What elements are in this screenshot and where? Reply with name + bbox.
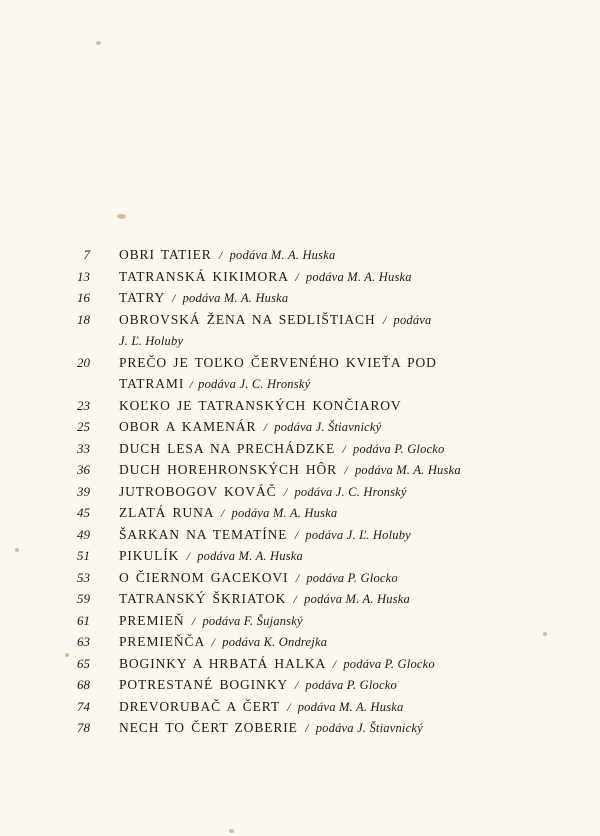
entry-title: TATRANSKÁ KIKIMORA	[119, 268, 289, 284]
entry-line	[119, 352, 437, 374]
entry-line	[119, 502, 337, 525]
entry-title: PIKULÍK	[119, 548, 180, 563]
entry-title: DUCH HOREHRONSKÝCH HÔR	[119, 462, 338, 477]
credit-separator: /	[189, 377, 193, 391]
entry-credit: podáva M. A. Huska	[229, 248, 336, 262]
toc-entry	[0, 717, 600, 739]
page-number: 18	[77, 311, 90, 327]
toc-entry	[0, 567, 600, 589]
page-number: 53	[77, 569, 90, 585]
credit-separator: /	[295, 269, 299, 284]
toc-line	[0, 631, 600, 653]
toc-entry	[0, 545, 600, 567]
toc-line-continued	[0, 330, 600, 352]
entry-title: NECH TO ČERT ZOBERIE	[119, 720, 298, 735]
credit-separator: /	[332, 656, 337, 671]
credit-separator: /	[305, 721, 309, 735]
entry-line	[119, 696, 403, 719]
entry-title: PREČO JE TOĽKO ČERVENÉHO KVIEŤA POD	[119, 354, 437, 370]
entry-line	[119, 674, 397, 697]
entry-credit: podáva P. Glocko	[305, 678, 397, 692]
entry-credit-continued: J. Ľ. Holuby	[119, 334, 184, 348]
entry-line	[119, 588, 410, 611]
toc-entry	[0, 244, 600, 266]
credit-separator: /	[211, 635, 215, 649]
credit-separator: /	[294, 678, 299, 692]
page-number: 61	[77, 612, 90, 628]
page-number: 23	[77, 397, 90, 413]
page-number: 45	[77, 505, 90, 520]
table-of-contents	[0, 244, 600, 739]
toc-entry	[0, 653, 600, 675]
entry-credit: podáva J. Štiavnický	[315, 721, 423, 735]
toc-entry	[0, 696, 600, 718]
entry-line	[119, 438, 445, 461]
entry-credit: podáva M. A. Huska	[231, 506, 338, 520]
entry-line	[119, 309, 432, 332]
entry-credit: podáva M. A. Huska	[197, 549, 303, 563]
entry-title-continued: TATRAMI	[119, 376, 185, 391]
entry-title: OBROVSKÁ ŽENA NA SEDLIŠTIACH	[119, 311, 376, 327]
entry-title: TATRY	[119, 290, 165, 305]
entry-line	[119, 631, 327, 654]
toc-entry	[0, 674, 600, 696]
toc-line	[0, 459, 600, 481]
credit-separator: /	[342, 441, 346, 456]
toc-entry	[0, 287, 600, 309]
toc-line	[0, 567, 600, 589]
page-number: 68	[77, 677, 90, 692]
entry-title: OBRI TATIER	[119, 247, 212, 262]
credit-separator: /	[171, 291, 176, 305]
entry-line	[119, 266, 412, 289]
toc-entry	[0, 309, 600, 352]
paper-speck	[117, 214, 126, 219]
entry-title: ZLATÁ RUNA	[119, 505, 214, 520]
entry-title: O ČIERNOM GACEKOVI	[119, 569, 289, 585]
entry-credit: podáva M. A. Huska	[354, 463, 461, 477]
entry-title: POTRESTANÉ BOGINKY	[119, 677, 288, 692]
credit-separator: /	[191, 613, 196, 628]
entry-credit: podáva K. Ondrejka	[222, 635, 328, 649]
toc-line	[0, 717, 600, 739]
credit-separator: /	[218, 248, 223, 262]
page-number: 33	[77, 440, 90, 456]
page-number: 25	[77, 419, 90, 434]
paper-speck	[96, 41, 101, 45]
entry-credit: podáva M. A. Huska	[305, 269, 412, 284]
toc-entry	[0, 438, 600, 460]
entry-line	[119, 395, 402, 417]
entry-line	[119, 287, 288, 310]
page-number: 63	[77, 634, 90, 649]
page-number: 39	[77, 483, 90, 499]
credit-separator: /	[287, 699, 291, 714]
entry-title: BOGINKY A HRBATÁ HALKA	[119, 655, 326, 671]
entry-line	[119, 717, 423, 740]
page-number: 78	[77, 720, 90, 735]
toc-line	[0, 674, 600, 696]
credit-separator: /	[263, 420, 267, 434]
entry-credit: podáva F. Šujanský	[202, 613, 303, 628]
entry-title: JUTROBOGOV KOVÁČ	[119, 483, 277, 499]
entry-credit: podáva M. A. Huska	[297, 699, 404, 714]
toc-line	[0, 395, 600, 417]
entry-title: OBOR A KAMENÁR	[119, 419, 257, 434]
credit-separator: /	[186, 549, 190, 563]
entry-title: KOĽKO JE TATRANSKÝCH KONČIAROV	[119, 397, 402, 413]
entry-credit: podáva P. Glocko	[353, 441, 445, 456]
entry-credit: podáva J. C. Hronský	[294, 484, 407, 499]
credit-separator: /	[295, 570, 300, 585]
entry-credit: podáva J. Štiavnický	[274, 420, 382, 434]
credit-separator: /	[382, 312, 387, 327]
toc-line	[0, 502, 600, 524]
toc-line-continued	[0, 373, 600, 395]
page-number: 7	[83, 247, 90, 262]
entry-line	[119, 567, 398, 590]
paper-speck	[229, 829, 234, 833]
toc-entry	[0, 459, 600, 481]
entry-line	[119, 481, 407, 504]
entry-line	[119, 524, 411, 547]
page-number: 59	[77, 591, 90, 606]
toc-entry	[0, 352, 600, 395]
toc-line	[0, 416, 600, 438]
entry-title: TATRANSKÝ ŠKRIATOK	[119, 591, 287, 606]
toc-line	[0, 244, 600, 266]
toc-line	[0, 653, 600, 675]
page-number: 20	[77, 354, 90, 370]
toc-entry	[0, 481, 600, 503]
entry-credit: podáva J. C. Hronský	[198, 377, 311, 391]
toc-line	[0, 266, 600, 288]
credit-separator: /	[220, 506, 225, 520]
toc-entry	[0, 395, 600, 417]
entry-line	[119, 545, 303, 568]
credit-separator: /	[293, 592, 297, 606]
toc-entry	[0, 266, 600, 288]
toc-line	[0, 438, 600, 460]
entry-title: DREVORUBAČ A ČERT	[119, 698, 280, 714]
page-number: 74	[77, 698, 90, 714]
entry-title: ŠARKAN NA TEMATÍNE	[119, 526, 288, 542]
entry-line	[119, 459, 461, 482]
toc-entry	[0, 416, 600, 438]
entry-line	[119, 653, 435, 676]
entry-credit: podáva J. Ľ. Holuby	[305, 527, 411, 542]
toc-entry	[0, 588, 600, 610]
toc-line	[0, 610, 600, 632]
toc-line	[0, 352, 600, 374]
entry-title: PREMIEŇČA	[119, 634, 205, 649]
page-number: 13	[77, 268, 90, 284]
toc-line	[0, 287, 600, 309]
entry-line	[119, 244, 335, 267]
toc-line	[0, 545, 600, 567]
entry-continuation	[119, 373, 310, 396]
page-number: 16	[77, 290, 90, 305]
toc-entry	[0, 631, 600, 653]
toc-line	[0, 524, 600, 546]
toc-line	[0, 309, 600, 331]
credit-separator: /	[294, 527, 299, 542]
page-number: 36	[77, 462, 90, 477]
page-number: 51	[77, 548, 90, 563]
entry-credit: podáva P. Glocko	[306, 570, 398, 585]
entry-line	[119, 416, 381, 439]
entry-credit: podáva M. A. Huska	[304, 592, 410, 606]
entry-credit: podáva M. A. Huska	[182, 291, 289, 305]
credit-separator: /	[283, 484, 288, 499]
toc-line	[0, 696, 600, 718]
entry-title: DUCH LESA NA PRECHÁDZKE	[119, 440, 336, 456]
page-number: 49	[77, 526, 90, 542]
entry-continuation	[119, 330, 183, 353]
entry-title: PREMIEŇ	[119, 612, 185, 628]
entry-credit: podáva P. Glocko	[343, 656, 435, 671]
toc-entry	[0, 524, 600, 546]
entry-credit: podáva	[393, 312, 432, 327]
entry-line	[119, 610, 303, 633]
credit-separator: /	[344, 463, 348, 477]
toc-line	[0, 588, 600, 610]
toc-entry	[0, 502, 600, 524]
toc-entry	[0, 610, 600, 632]
page-number: 65	[77, 655, 90, 671]
toc-line	[0, 481, 600, 503]
